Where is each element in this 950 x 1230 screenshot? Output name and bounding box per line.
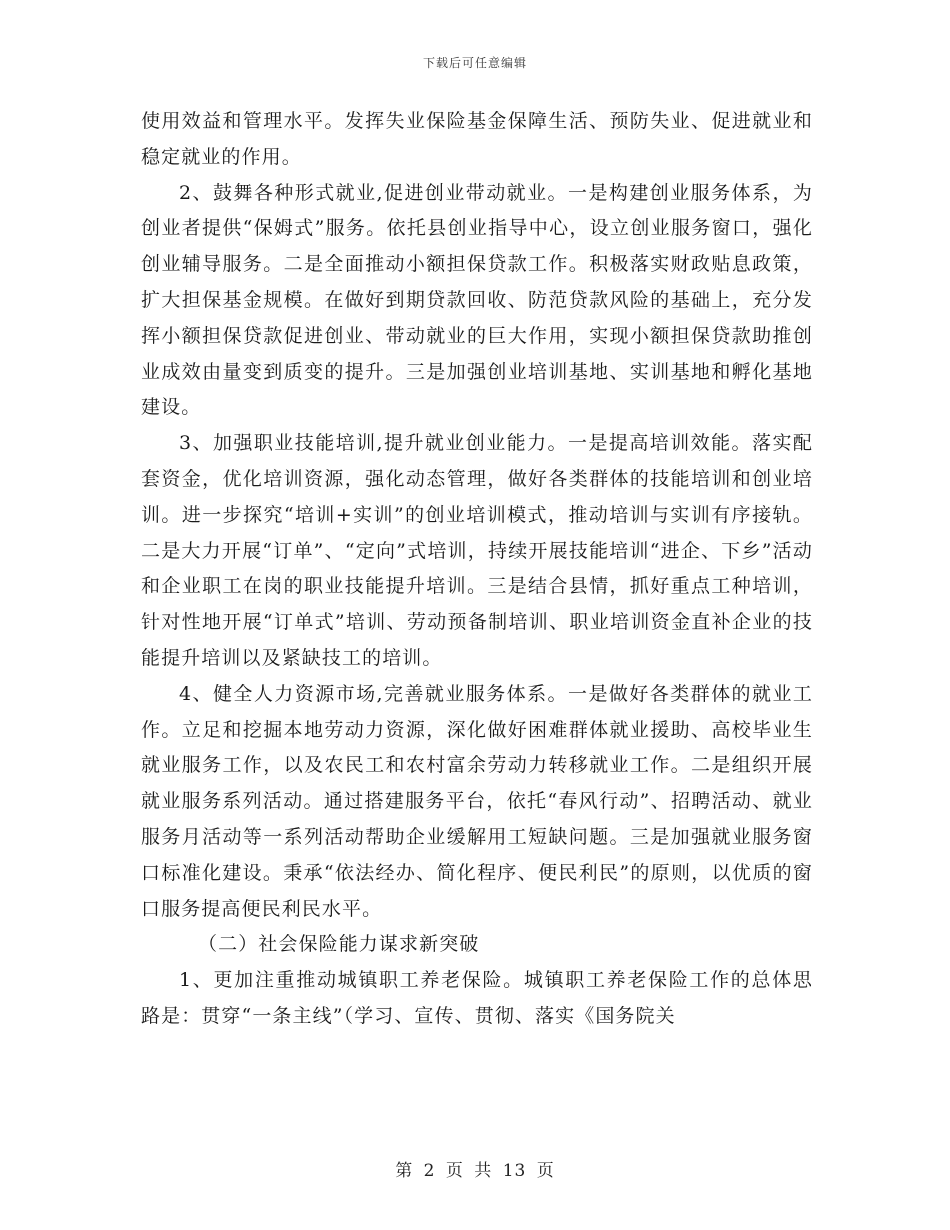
page-footer-number: 第 2 页 共 13 页: [395, 1161, 555, 1181]
paragraph-continued: 使用效益和管理水平。发挥失业保险基金保障生活、预防失业、促进就业和稳定就业的作用。: [141, 110, 813, 168]
document-body: [141, 104, 813, 1035]
section-heading-social-insurance: （二）社会保险能力谋求新突破: [198, 933, 480, 956]
page-header-note: 下载后可任意编辑: [422, 56, 527, 70]
paragraph-employment-forms: 2、鼓舞各种形式就业,促进创业带动就业。一是构建创业服务体系，为创业者提供“保姆式”服务。依托县创业指导中心，设立创业服务窗口，强化创业辅导服务。二是全面推动小额担保贷款工作。积极落实财政贴息政策，扩大担保基金规模。在做好到期贷款回收、防范贷款风险的基础上，充分发挥小额担保贷款促进创业、带动就业的巨大作用，实现小额担保贷款助推创业成效由量变到质变的提升。三是加强创业培训基地、实训基地和孵化基地建设。: [141, 181, 813, 419]
paragraph-vocational-training: 3、加强职业技能培训,提升就业创业能力。一是提高培训效能。落实配套资金，优化培训资源，强化动态管理，做好各类群体的技能培训和创业培训。进一步探究“培训+实训”的创业培训模式，推动培训与实训有序接轨。二是大力开展“订单”、“定向”式培训，持续开展技能培训“进企、下乡”活动和企业职工在岗的职业技能提升培训。三是结合县情，抓好重点工种培训，针对性地开展“订单式”培训、劳动预备制培训、职业培训资金直补企业的技能提升培训以及紧缺技工的培训。: [141, 432, 813, 669]
paragraph-pension-insurance: 1、更加注重推动城镇职工养老保险。城镇职工养老保险工作的总体思路是：贯穿“一条主线”（学习、宣传、贯彻、落实《国务院关: [141, 969, 813, 1027]
paragraph-hr-market: 4、健全人力资源市场,完善就业服务体系。一是做好各类群体的就业工作。立足和挖掘本地劳动力资源，深化做好困难群体就业援助、高校毕业生就业服务工作，以及农民工和农村富余劳动力转移就业工作。二是组织开展就业服务系列活动。通过搭建服务平台，依托“春风行动”、招聘活动、就业服务月活动等一系列活动帮助企业缓解用工短缺问题。三是加强就业服务窗口标准化建设。秉承“依法经办、简化程序、便民利民”的原则，以优质的窗口服务提高便民利民水平。: [141, 682, 813, 920]
